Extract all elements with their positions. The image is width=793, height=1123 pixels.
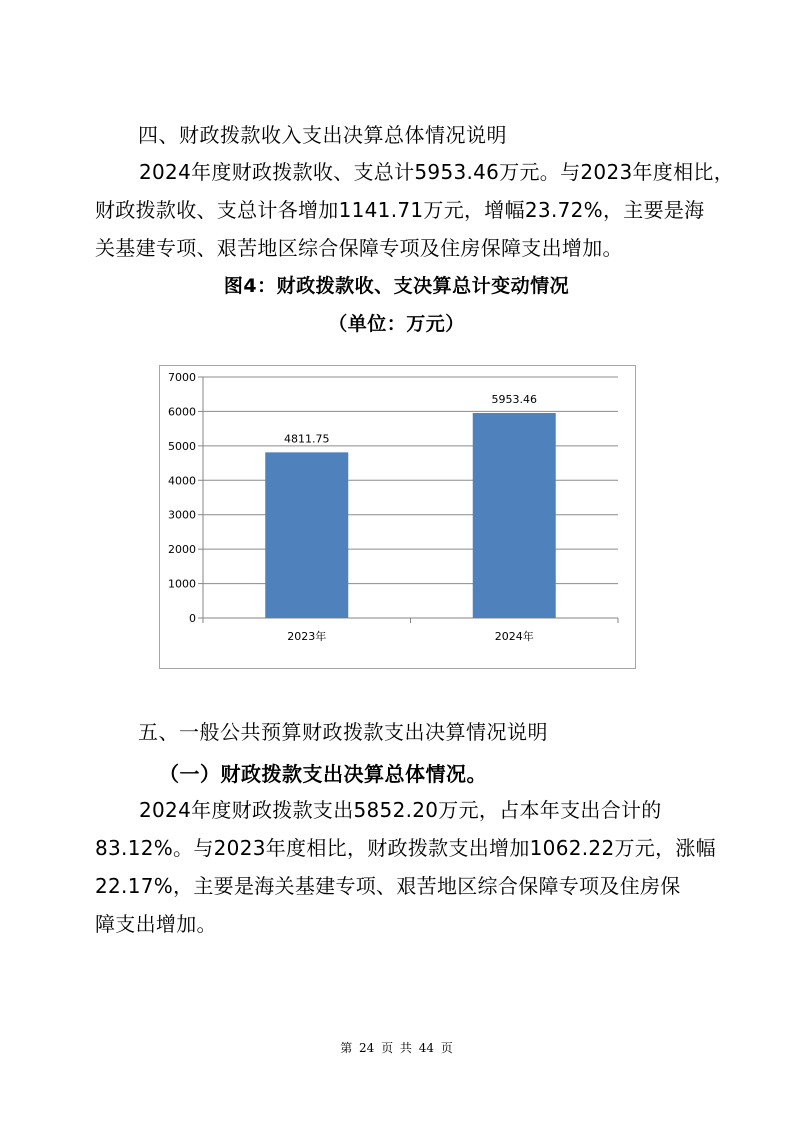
y-tick-label: 6000 xyxy=(168,405,196,419)
paragraph-line: 2024年度财政拨款收、支总计5953.46万元。与2023年度相比， xyxy=(139,160,735,184)
y-tick-label: 2000 xyxy=(168,543,196,557)
paragraph-line: 障支出增加。 xyxy=(95,912,217,936)
paragraph-line: 财政拨款收、支总计各增加1141.71万元，增幅23.72%，主要是海 xyxy=(95,198,705,222)
y-tick-label: 7000 xyxy=(168,371,196,384)
section4-heading: 四、财政拨款收入支出决算总体情况说明 xyxy=(138,123,507,147)
bar xyxy=(265,452,348,618)
x-tick-label: 2024年 xyxy=(494,630,534,643)
section5-subheading: （一）财政拨款支出决算总体情况。 xyxy=(159,762,487,786)
x-tick-label: 2023年 xyxy=(287,630,327,643)
data-label: 5953.46 xyxy=(491,393,537,407)
data-label: 4811.75 xyxy=(284,432,330,446)
chart-svg xyxy=(160,366,635,668)
y-tick-label: 4000 xyxy=(168,474,196,488)
paragraph-line: 2024年度财政拨款支出5852.20万元，占本年支出合计的 xyxy=(139,798,662,822)
y-tick-label: 1000 xyxy=(168,577,196,591)
paragraph-line: 22.17%，主要是海关基建专项、艰苦地区综合保障专项及住房保 xyxy=(95,874,681,898)
page-footer: 第 24 页 共 44 页 xyxy=(340,1041,453,1055)
y-tick-label: 0 xyxy=(189,612,196,625)
paragraph-line: 83.12%。与2023年度相比，财政拨款支出增加1062.22万元，涨幅 xyxy=(95,836,716,860)
y-tick-label: 3000 xyxy=(168,508,196,522)
y-tick-label: 5000 xyxy=(168,439,196,453)
figure-title: 图4：财政拨款收、支决算总计变动情况 xyxy=(223,275,570,297)
figure-subtitle: （单位：万元） xyxy=(328,313,465,335)
bar-chart xyxy=(159,365,636,669)
paragraph-line: 关基建专项、艰苦地区综合保障专项及住房保障支出增加。 xyxy=(95,236,623,260)
section5-heading: 五、一般公共预算财政拨款支出决算情况说明 xyxy=(138,720,548,744)
bar xyxy=(473,413,556,618)
